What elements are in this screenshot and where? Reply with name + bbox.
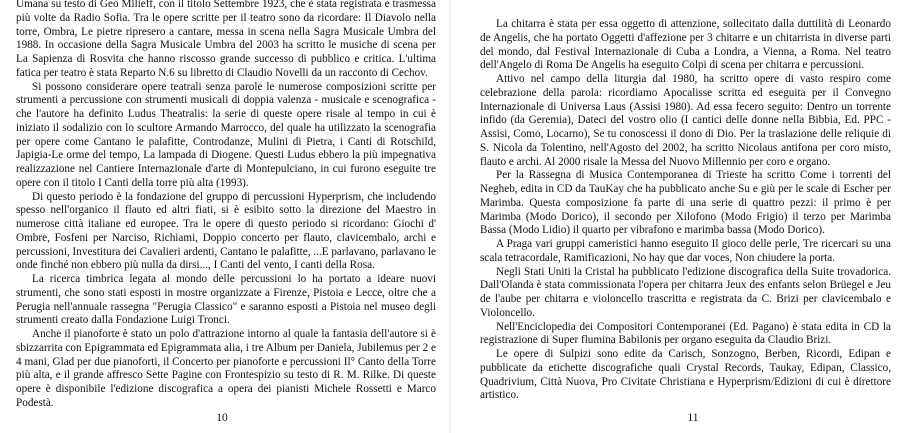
page-number: 11 xyxy=(687,412,699,424)
page-number: 10 xyxy=(216,412,228,424)
paragraph: Nell'Enciclopedia dei Compositori Contemporanei (Ed. Pagano) è stata edita in CD la registrazione di Super flumina Babilonis per organo eseguita da Claudio Brizi. xyxy=(480,320,891,347)
paragraph: Per la Rassegna di Musica Contemporanea di Trieste ha scritto Come i torrenti del Negheb, edita in CD da TauKay che ha pubblicato anche Su e giù per le scale di Escher per Marimba. Questa composizione fa parte di una serie di quattro pezzi: il primo è per Marimba (Modo Dorico), il secondo per Xilofono (Modo Frigio) il terzo per Marimba Bassa (Modo Lidio) il quarto per vibrafono e marimba bassa (Modo Dorico). xyxy=(480,169,891,237)
paragraph: La ricerca timbrica legata al mondo delle percussioni lo ha portato a idearе nuovi strumenti, che sono stati esposti in mostre organizzate a Firenze, Pistoia e Lecce, oltre che a Perugia nell'annuale rassegna "Perugia Classico" e saranno esposti a Pistoia nel museo degli strumenti creato dalla Fondazione Luigi Tronci. xyxy=(16,273,436,327)
paragraph: Umana su testo di Geo Milieff, con il titolo Settembre 1923, che è stata registrata e trasmessa più volte da Radio Sofia. Tra le opere scritte per il teatro sono da ricordare: Il Diavolo nella torre, Ombra, Le pietre ripresero a cantare, messa in scena nella Sagra Musicale Umbra del 1988. In occasione della Sagra Musicale Umbra del 2003 ha scritto le musiche di scena per La Sapienza di Rosvita che hanno riscosso grande successo di pubblico e critica. L'ultima fatica per teatro è stata Reparto N.6 su libretto di Claudio Novelli da un racconto di Cechov. xyxy=(16,0,436,79)
paragraph: Le opere di Sulpizi sono edite da Carisch, Sonzogno, Berben, Ricordi, Edipan e pubblicate da etichette discografiche quali Crystal Records, Taukay, Edipan, Classico, Quadrivium, Città Nuova, Pro Civitate Christiana e Hyperprism/Edizioni di cui è direttore artistico. xyxy=(480,348,891,402)
paragraph: Si possono considerare opere teatrali senza parole le numerose composizioni scritte per strumenti a percussione con strumenti musicali di doppia valenza - musicale e scenografica - che l'autore ha definito Ludus Theatralis: la serie di queste opere risale al tempo in cui è iniziato il sodalizio con lo scultore Armando Marrocco, del quale ha utilizzato la scenografia per opere come Cantano le palafitte, Controdanze, Mulini di Pietra, i Canti di Rotschild, Japigia-Le orme del tempo, La lampada di Diogene. Questi Ludus ebbero la più impegnativa realizzazione nel Cantiere Internazionale d'arte di Montepulciano, in cui furono eseguite tre opere con il titolo I Canti della torre più alta (1993). xyxy=(16,80,436,189)
paragraph: La chitarra è stata per essa oggetto di attenzione, sollecitato dalla duttilità di Leonardo de Angelis, che ha portato Oggetti d'affezione per 3 chitarre e un chitarrista in diverse parti del mondo, dal Festival Internazionale di Cuba a Londra, a Vienna, a Roma. Nel teatro dell'Angelo di Roma De Angelis ha eseguito Colpi di scena per chitarra e percussioni. xyxy=(480,18,891,72)
paragraph: Di questo periodo è la fondazione del gruppo di percussioni Hyperprism, che includendo spesso nell'organico il flauto ed altri fiati, si è esibito sotto la direzione del Maestro in numerose città italiane ed europee. Tra le opere di questo periodo si ricordano: Giochi d' Ombre, Fosfeni per Narciso, Richiami, Doppio concerto per flauto, clavicembalo, archi e percussioni, Investitura dei Cavalieri ardenti, Cantano le palafitte, ...E parlavano, parlavano le onde finché non ebbero più nulla da dirsi..., I Canti del vento, I canti della Rosa. xyxy=(16,190,436,272)
paragraph: Negli Stati Uniti la Cristal ha pubblicato l'edizione discografica della Suite trovadorica. Dall'Olanda è stata commissionata l'opera per chitarra Jeux des enfants selon Brüegel e Jeu de l'aube per chitarra e violoncello trascritta e registrata da C. Brizi per clavicembalo e Violoncello. xyxy=(480,265,891,319)
right-page-body xyxy=(480,18,891,403)
right-page xyxy=(450,0,900,433)
paragraph: A Praga vari gruppi cameristici hanno eseguito Il gioco delle perle, Tre ricercari su una scala tetracordale, Ramificazioni, No hay que dar voces, Non chiudere la porta. xyxy=(480,238,891,264)
paragraph: Anche il pianoforte è stato un polo d'attrazione intorno al quale la fantasia dell'autore si è sbizzarrita con Epigrammata ed Epigrammata alia, i tre Album per Daniela, Jubilemus per 2 e 4 mani, Glad per due pianoforti, il Concerto per pianoforte e percussioni Il° Canto della Torre più alta, e il grande affresco Sette Pagine con Frontespizio su testo di R. M. Rilke. Di queste opere è disponibile l'edizione discografica a opera dei pianisti Michele Rossetti e Marco Podestà. xyxy=(16,328,436,409)
paragraph: Attivo nel campo della liturgia dal 1980, ha scritto opere di vasto respiro come celebrazione della parola: ricordiamo Apocalisse scritta ed eseguita per il Convegno Internazionale di Universa Laus (Assisi 1980). Ad essa fecero seguito: Dentro un torrente infido (da Geremia), Dateci del vostro olio (I cantici delle donne nella Bibbia, Ed. PPC - Assisi, Como, Locarno), Se tu conoscessi il dono di Dio. Per la traslazione delle reliquie di S. Nicola da Tolentino, nell'Agosto del 2002, ha scritto Nicolaus antifona per coro misto, flauto e archi. Al 2000 risale la Messa del Nuovo Millennio per coro e organo. xyxy=(480,73,891,168)
left-page-body xyxy=(16,0,436,411)
